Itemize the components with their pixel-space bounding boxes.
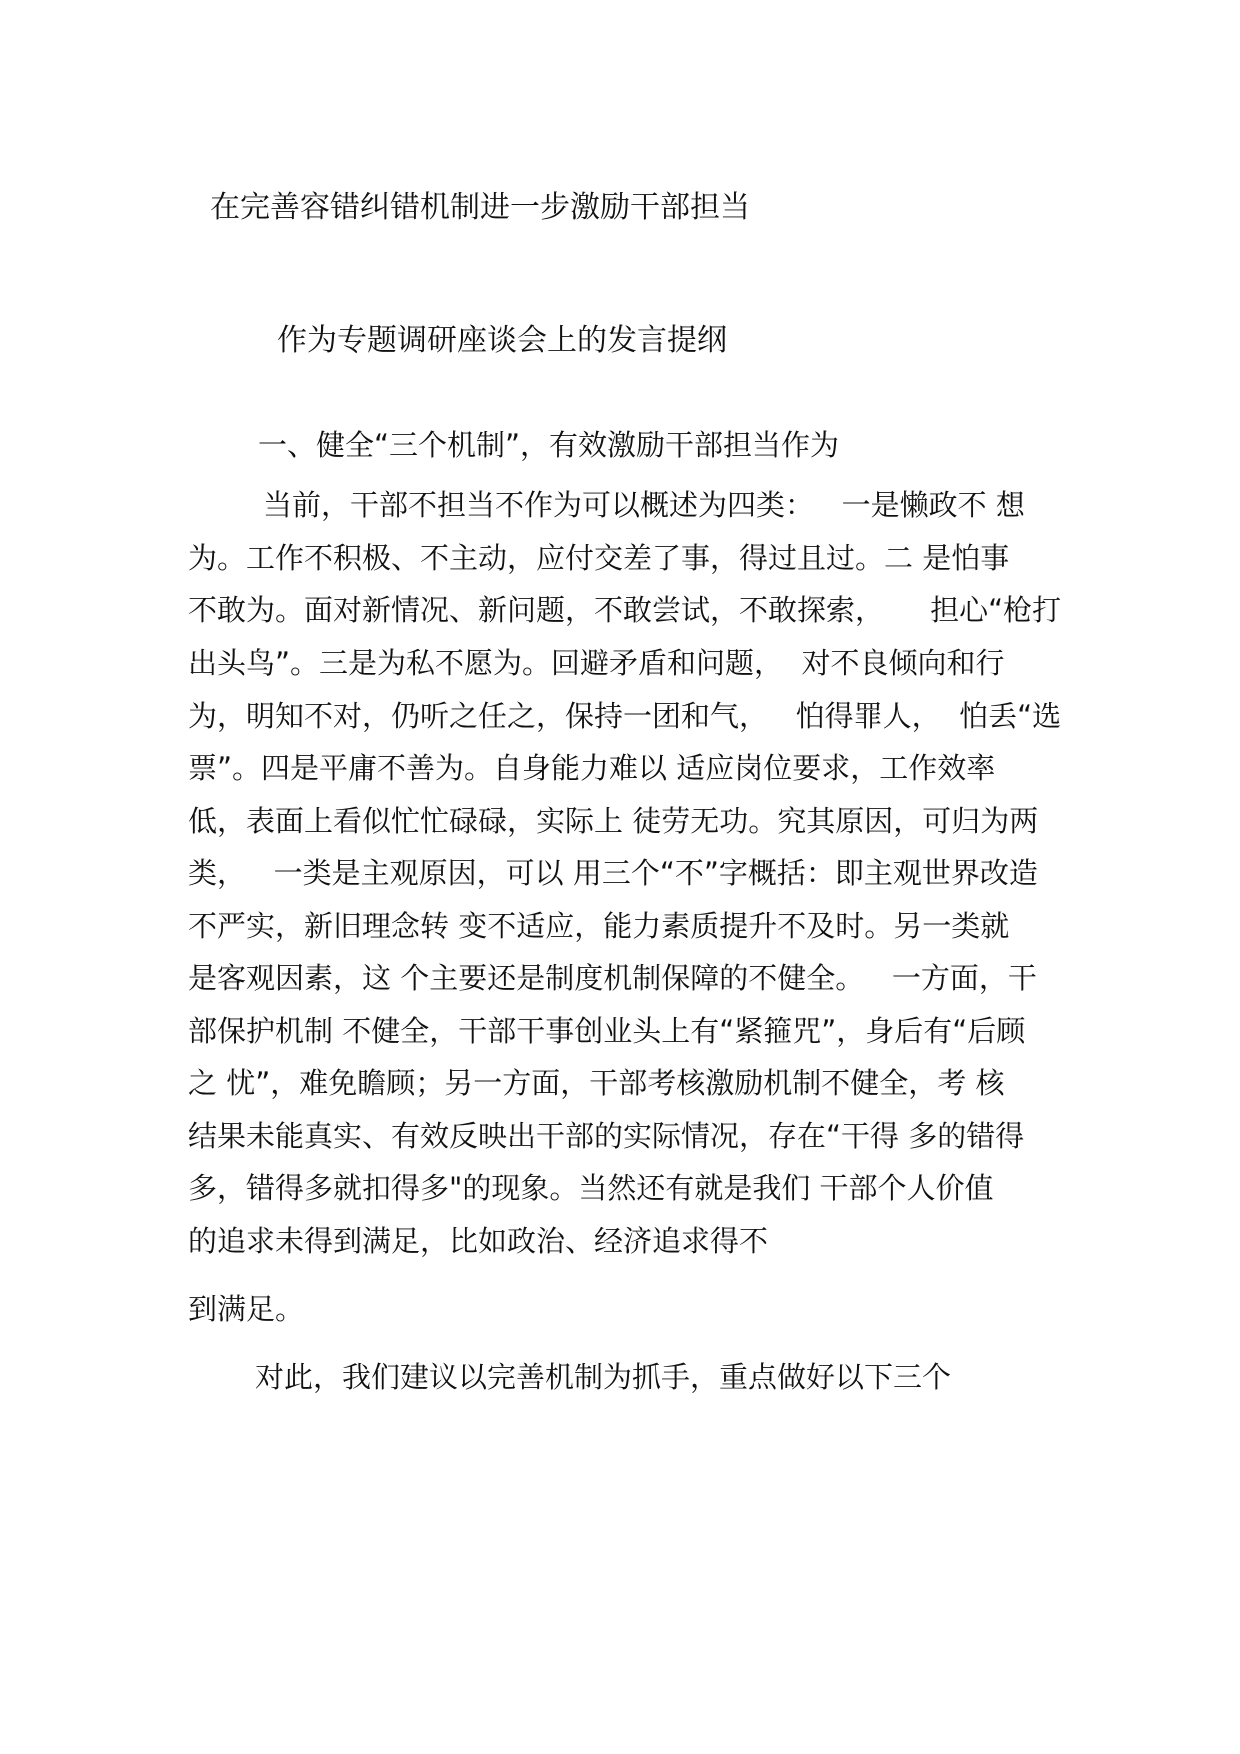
paragraph-line: 当前，干部不担当不作为可以概述为四类： 一是懒政不 想 [263, 488, 1025, 522]
paragraph-line: 出头鸟”。三是为私不愿为。回避矛盾和问题， 对不良倾向和行 [188, 646, 1005, 680]
paragraph-line: 部保护机制 不健全，干部干事创业头上有“紧箍咒”，身后有“后顾 [188, 1014, 1026, 1048]
section-heading-1: 一、健全“三个机制”，有效激励干部担当作为 [258, 428, 840, 462]
paragraph-line: 不严实，新旧理念转 变不适应，能力素质提升不及时。另一类就 [188, 909, 1010, 943]
paragraph-line: 低，表面上看似忙忙碌碌，实际上 徒劳无功。究其原因，可归为两 [188, 804, 1039, 838]
document-title-line-1: 在完善容错纠错机制进一步激励干部担当 [210, 190, 750, 225]
paragraph-2-line-1: 对此，我们建议以完善机制为抓手，重点做好以下三个 [255, 1360, 952, 1394]
paragraph-line: 类， 一类是主观原因，可以 用三个“不”字概括：即主观世界改造 [188, 856, 1038, 890]
paragraph-line: 票”。四是平庸不善为。自身能力难以 适应岗位要求，工作效率 [188, 751, 996, 785]
paragraph-line: 是客观因素，这 个主要还是制度机制保障的不健全。 一方面，干 [188, 961, 1037, 995]
paragraph-line: 为，明知不对，仍听之任之，保持一团和气， 怕得罪人， 怕丢“选 [188, 699, 1062, 733]
paragraph-line: 结果未能真实、有效反映出干部的实际情况，存在“干得 多的错得 [188, 1119, 1025, 1153]
document-title-line-2: 作为专题调研座谈会上的发言提纲 [277, 323, 727, 358]
paragraph-line: 之 忧”，难免瞻顾；另一方面，干部考核激励机制不健全，考 核 [188, 1066, 1005, 1100]
paragraph-line: 为。工作不积极、不主动，应付交差了事，得过且过。二 是怕事 [188, 541, 1010, 575]
paragraph-line: 不敢为。面对新情况、新问题，不敢尝试，不敢探索， 担心“枪打 [188, 593, 1062, 627]
paragraph-line: 的追求未得到满足，比如政治、经济追求得不 [188, 1224, 769, 1258]
paragraph-line: 多，错得多就扣得多"的现象。当然还有就是我们 干部个人价值 [188, 1171, 994, 1205]
paragraph-line: 到满足。 [188, 1292, 305, 1326]
